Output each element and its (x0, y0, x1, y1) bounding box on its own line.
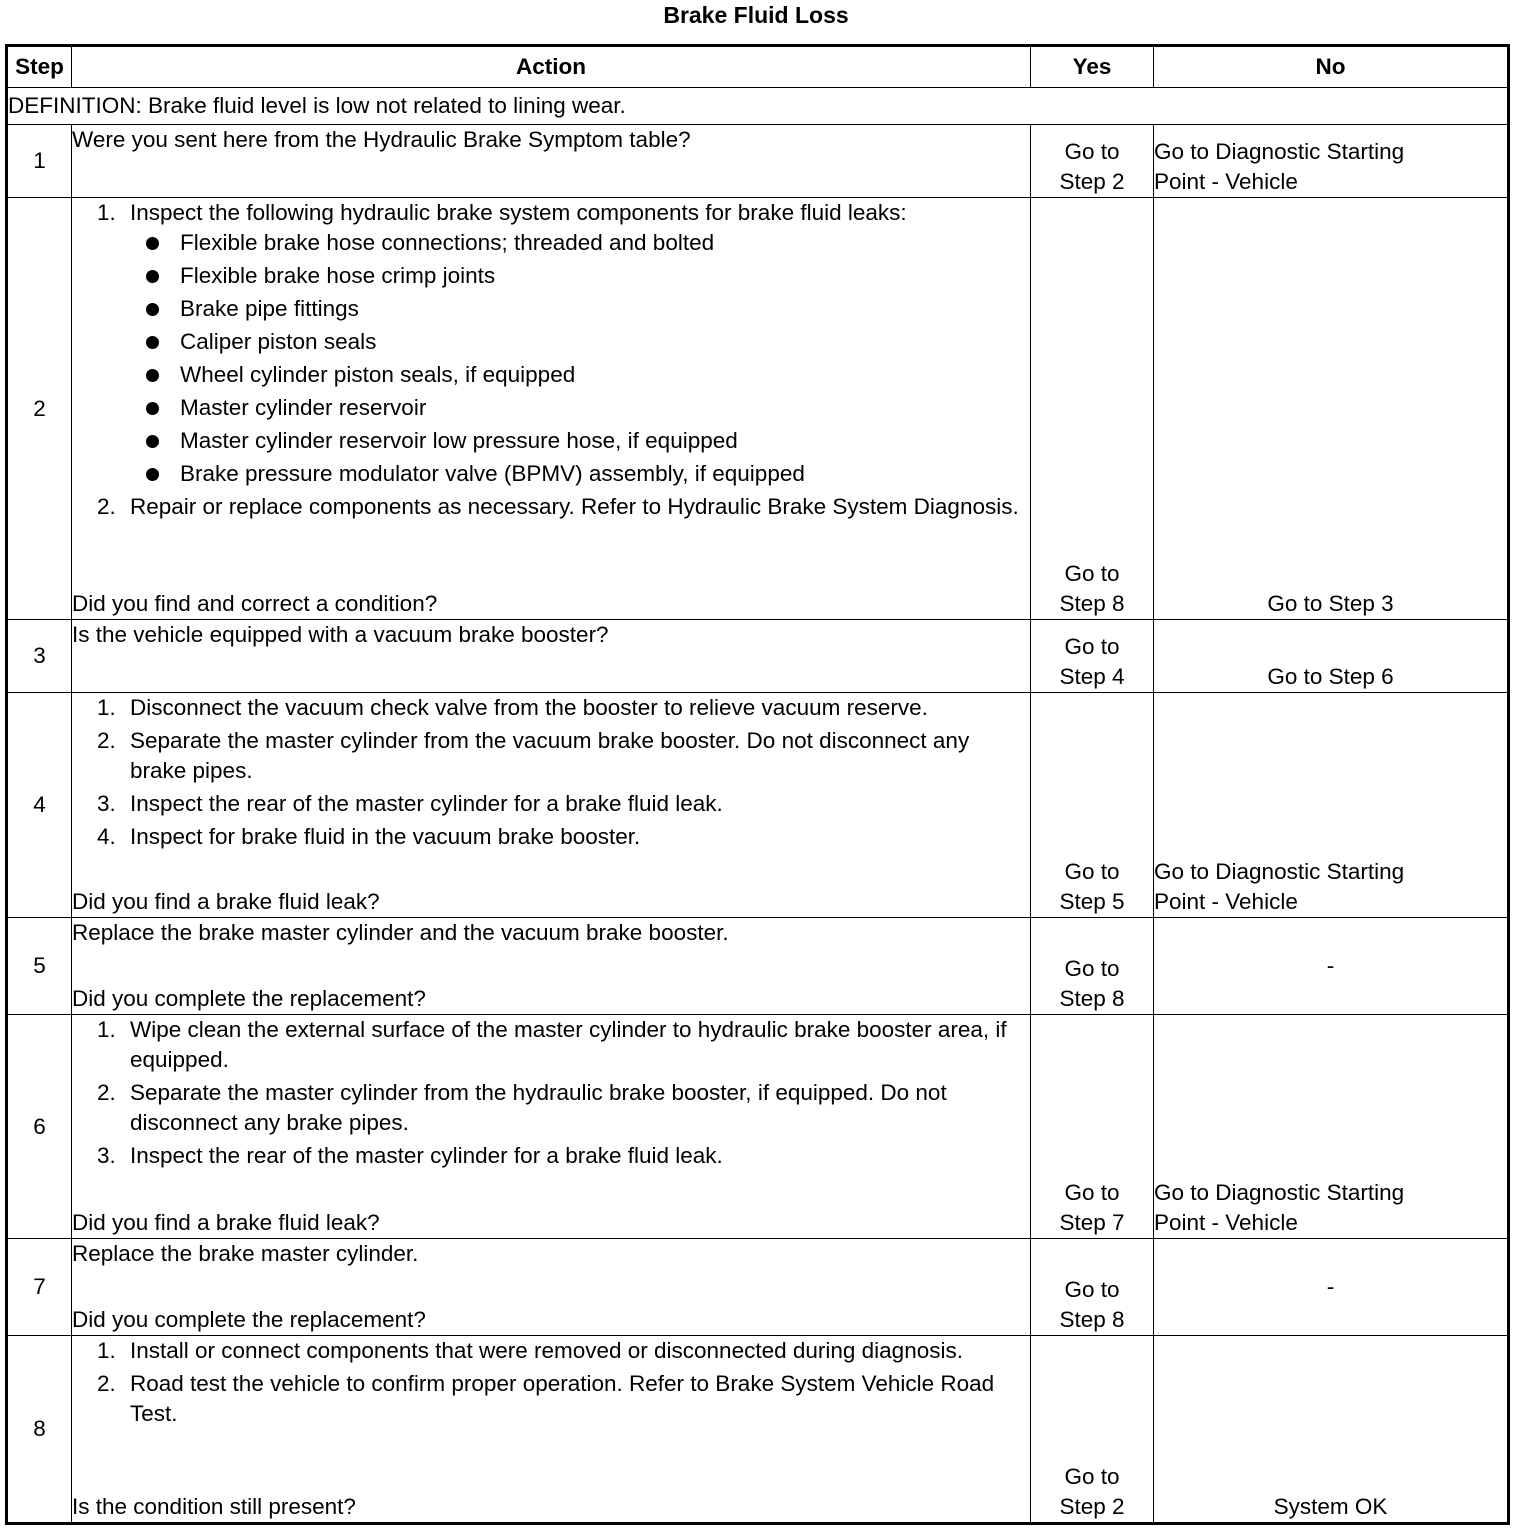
diagnostic-table (5, 44, 1510, 1525)
step-number: 1 (7, 125, 72, 198)
step-number: 3 (7, 620, 72, 693)
question-text: Is the condition still present? (72, 1494, 356, 1519)
no-line: Point - Vehicle (1154, 1210, 1298, 1235)
action-cell (72, 620, 1031, 693)
yes-cell (1031, 693, 1154, 918)
no-cell (1154, 693, 1509, 918)
step-row-2 (7, 198, 1509, 620)
question-text: Did you find a brake fluid leak? (72, 889, 380, 914)
yes-cell (1031, 1336, 1154, 1524)
yes-line: Step 2 (1059, 169, 1125, 194)
no-cell: - (1154, 1239, 1509, 1336)
header-action: Action (72, 46, 1031, 88)
action-step: 1. Install or connect components that were removed or disconnected during diagnosis. (122, 1336, 1030, 1366)
list-item: Brake pressure modulator valve (BPMV) assembly, if equipped (178, 459, 1030, 489)
question-text: Did you find and correct a condition? (72, 591, 438, 616)
action-steps (72, 1336, 1030, 1432)
yes-line: Go to (1064, 634, 1120, 659)
step-number: 2 (7, 198, 72, 620)
yes-cell (1031, 198, 1154, 620)
page-title: Brake Fluid Loss (663, 2, 849, 28)
yes-line: Step 7 (1059, 1210, 1125, 1235)
step-row-8 (7, 1336, 1509, 1524)
yes-cell (1031, 918, 1154, 1015)
yes-cell (1031, 1239, 1154, 1336)
question-text: Did you complete the replacement? (72, 1307, 426, 1332)
yes-line: Step 8 (1059, 1307, 1125, 1332)
step-row-5 (7, 918, 1509, 1015)
yes-cell (1031, 125, 1154, 198)
header-no: No (1154, 46, 1509, 88)
action-cell (72, 198, 1031, 620)
yes-line: Go to (1064, 1464, 1120, 1489)
no-cell: - (1154, 918, 1509, 1015)
header-step: Step (7, 46, 72, 88)
statement-text: Replace the brake master cylinder and the vacuum brake booster. (72, 920, 729, 945)
action-cell (72, 693, 1031, 918)
action-step-text: Inspect the following hydraulic brake system components for brake fluid leaks: (130, 200, 907, 225)
action-cell (72, 918, 1031, 1015)
definition-text: DEFINITION: Brake fluid level is low not related to lining wear. (7, 88, 1509, 125)
action-cell (72, 1015, 1031, 1239)
action-step: 3. Inspect the rear of the master cylinder for a brake fluid leak. (122, 1141, 1030, 1171)
action-step: 4. Inspect for brake fluid in the vacuum brake booster. (122, 822, 1030, 852)
step-row-7 (7, 1239, 1509, 1336)
question-text: Did you complete the replacement? (72, 986, 426, 1011)
yes-line: Go to (1064, 139, 1120, 164)
step-number: 7 (7, 1239, 72, 1336)
step-number: 5 (7, 918, 72, 1015)
question-text: Is the vehicle equipped with a vacuum brake booster? (72, 622, 609, 647)
yes-line: Step 2 (1059, 1494, 1125, 1519)
list-item: Brake pipe fittings (178, 294, 1030, 324)
step-row-6 (7, 1015, 1509, 1239)
header-yes: Yes (1031, 46, 1154, 88)
action-steps (72, 1015, 1030, 1174)
list-item: Caliper piston seals (178, 327, 1030, 357)
list-item: Flexible brake hose connections; threaded and bolted (178, 228, 1030, 258)
step-row-1 (7, 125, 1509, 198)
action-steps (72, 198, 1030, 525)
action-step: 2. Road test the vehicle to confirm proper operation. Refer to Brake System Vehicle Road Test. (122, 1369, 1030, 1429)
action-step: 2. Separate the master cylinder from the vacuum brake booster. Do not disconnect any brake pipes. (122, 726, 1030, 786)
yes-line: Go to (1064, 1277, 1120, 1302)
component-list (130, 228, 1030, 489)
step-number: 8 (7, 1336, 72, 1524)
definition-row (7, 88, 1509, 125)
step-row-4 (7, 693, 1509, 918)
yes-line: Go to (1064, 1180, 1120, 1205)
no-line: Go to Diagnostic Starting (1154, 139, 1405, 164)
no-cell (1154, 125, 1509, 198)
list-item: Wheel cylinder piston seals, if equipped (178, 360, 1030, 390)
statement-text: Replace the brake master cylinder. (72, 1241, 419, 1266)
question-text: Were you sent here from the Hydraulic Brake Symptom table? (72, 127, 691, 152)
action-step: 1. Wipe clean the external surface of the master cylinder to hydraulic brake booster area, if equipped. (122, 1015, 1030, 1075)
yes-line: Step 5 (1059, 889, 1125, 914)
list-item: Master cylinder reservoir low pressure hose, if equipped (178, 426, 1030, 456)
no-cell: Go to Step 6 (1154, 620, 1509, 693)
list-item: Master cylinder reservoir (178, 393, 1030, 423)
action-step (122, 198, 1030, 489)
yes-cell (1031, 1015, 1154, 1239)
no-cell (1154, 1015, 1509, 1239)
action-step: 2. Separate the master cylinder from the hydraulic brake booster, if equipped. Do not disconnect any brake pipes. (122, 1078, 1030, 1138)
no-line: Go to Diagnostic Starting (1154, 859, 1405, 884)
yes-line: Go to (1064, 956, 1120, 981)
step-number: 6 (7, 1015, 72, 1239)
yes-line: Go to (1064, 561, 1120, 586)
yes-cell (1031, 620, 1154, 693)
yes-line: Go to (1064, 859, 1120, 884)
no-line: Point - Vehicle (1154, 889, 1298, 914)
yes-line: Step 4 (1059, 664, 1125, 689)
step-number: 4 (7, 693, 72, 918)
yes-line: Step 8 (1059, 591, 1125, 616)
action-cell (72, 1336, 1031, 1524)
no-cell: Go to Step 3 (1154, 198, 1509, 620)
action-step: 1. Disconnect the vacuum check valve from the booster to relieve vacuum reserve. (122, 693, 1030, 723)
no-line: Go to Diagnostic Starting (1154, 1180, 1405, 1205)
list-item: Flexible brake hose crimp joints (178, 261, 1030, 291)
action-step: 3. Inspect the rear of the master cylinder for a brake fluid leak. (122, 789, 1030, 819)
yes-line: Step 8 (1059, 986, 1125, 1011)
action-steps (72, 693, 1030, 855)
action-step: 2. Repair or replace components as necessary. Refer to Hydraulic Brake System Diagnosis. (122, 492, 1030, 522)
action-cell (72, 1239, 1031, 1336)
header-row (7, 46, 1509, 88)
step-row-3 (7, 620, 1509, 693)
no-cell: System OK (1154, 1336, 1509, 1524)
action-cell (72, 125, 1031, 198)
question-text: Did you find a brake fluid leak? (72, 1210, 380, 1235)
no-line: Point - Vehicle (1154, 169, 1298, 194)
